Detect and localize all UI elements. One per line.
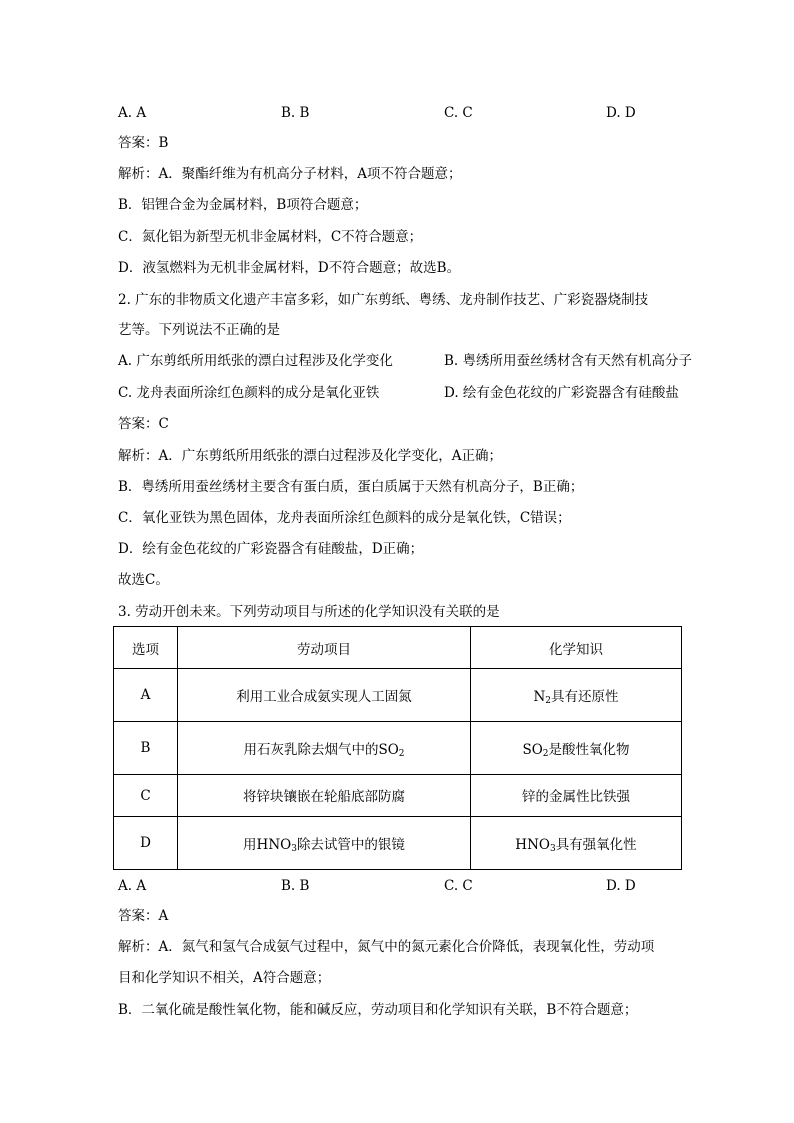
- table-header-row: [114, 627, 682, 669]
- row-knowledge: $HNO_3$具有强氧化性: [471, 817, 682, 870]
- q3-analysis-line: B．二氧化硫是酸性氧化物，能和碱反应，劳动项目和化学知识有关联，B不符合题意；: [118, 1002, 638, 1018]
- table-row: [114, 817, 682, 870]
- q1-answer: 答案：B: [118, 135, 169, 151]
- table-row: [114, 669, 682, 722]
- row-option: D: [114, 817, 178, 870]
- q3-analysis-line: 目和化学知识不相关，A符合题意；: [118, 970, 331, 986]
- header-labor-project: 劳动项目: [178, 627, 471, 669]
- row-labor: 用$HNO_3$除去试管中的银镜: [178, 817, 471, 870]
- q3-stem: 3. 劳动开创未来。下列劳动项目与所述的化学知识没有关联的是: [118, 604, 500, 620]
- q1-option-a: A. A: [118, 105, 147, 121]
- q2-conclusion: 故选C。: [118, 572, 169, 588]
- row-labor: 将锌块镶嵌在轮船底部防腐: [178, 775, 471, 817]
- row-labor: 用石灰乳除去烟气中的$SO_2$: [178, 722, 471, 775]
- q1-analysis-line: C．氮化铝为新型无机非金属材料，C不符合题意；: [118, 229, 423, 245]
- row-option: C: [114, 775, 178, 817]
- table-row: [114, 775, 682, 817]
- q3-option-d: D. D: [606, 878, 636, 894]
- row-option: B: [114, 722, 178, 775]
- q2-analysis-line: D．绘有金色花纹的广彩瓷器含有硅酸盐，D正确；: [118, 541, 424, 557]
- q1-option-b: B. B: [281, 105, 310, 121]
- q2-option-a: A. 广东剪纸所用纸张的漂白过程涉及化学变化: [118, 353, 393, 369]
- q2-answer: 答案：C: [118, 416, 169, 432]
- q3-analysis-line: 解析：A．氮气和氢气合成氨气过程中，氮气中的氮元素化合价降低，表现氧化性，劳动项: [118, 939, 655, 955]
- q2-option-c: C. 龙舟表面所涂红色颜料的成分是氧化亚铁: [118, 385, 380, 401]
- table-row: [114, 722, 682, 775]
- q3-table: [113, 626, 682, 870]
- q3-option-c: C. C: [444, 878, 473, 894]
- header-chem-knowledge: 化学知识: [471, 627, 682, 669]
- row-knowledge: $SO_2$是酸性氧化物: [471, 722, 682, 775]
- q2-analysis-line: C．氧化亚铁为黑色固体，龙舟表面所涂红色颜料的成分是氧化铁，C错误；: [118, 510, 571, 526]
- q2-stem: 2. 广东的非物质文化遗产丰富多彩，如广东剪纸、粤绣、龙舟制作技艺、广彩瓷器烧制技: [118, 292, 649, 308]
- row-option: A: [114, 669, 178, 722]
- q1-option-d: D. D: [606, 105, 636, 121]
- q2-stem-cont: 艺等。下列说法不正确的是: [118, 322, 280, 338]
- q2-option-b: B. 粤绣所用蚕丝绣材含有天然有机高分子: [444, 353, 693, 369]
- q3-option-b: B. B: [281, 878, 310, 894]
- row-labor: 利用工业合成氨实现人工固氮: [178, 669, 471, 722]
- q3-answer: 答案：A: [118, 908, 169, 924]
- q1-analysis-line: 解析：A．聚酯纤维为有机高分子材料，A项不符合题意；: [118, 166, 462, 182]
- q2-option-d: D. 绘有金色花纹的广彩瓷器含有硅酸盐: [444, 385, 679, 401]
- header-option: 选项: [114, 627, 178, 669]
- q2-analysis-line: B．粤绣所用蚕丝绣材主要含有蛋白质，蛋白质属于天然有机高分子，B正确；: [118, 479, 584, 495]
- q1-analysis-line: B．铝锂合金为金属材料，B项符合题意；: [118, 197, 368, 213]
- q1-analysis-line: D．液氢燃料为无机非金属材料，D不符合题意；故选B。: [118, 260, 461, 276]
- q2-analysis-line: 解析：A．广东剪纸所用纸张的漂白过程涉及化学变化，A正确；: [118, 448, 502, 464]
- q3-option-a: A. A: [118, 878, 147, 894]
- row-knowledge: $N_2$具有还原性: [471, 669, 682, 722]
- q1-option-c: C. C: [444, 105, 473, 121]
- row-knowledge: 锌的金属性比铁强: [471, 775, 682, 817]
